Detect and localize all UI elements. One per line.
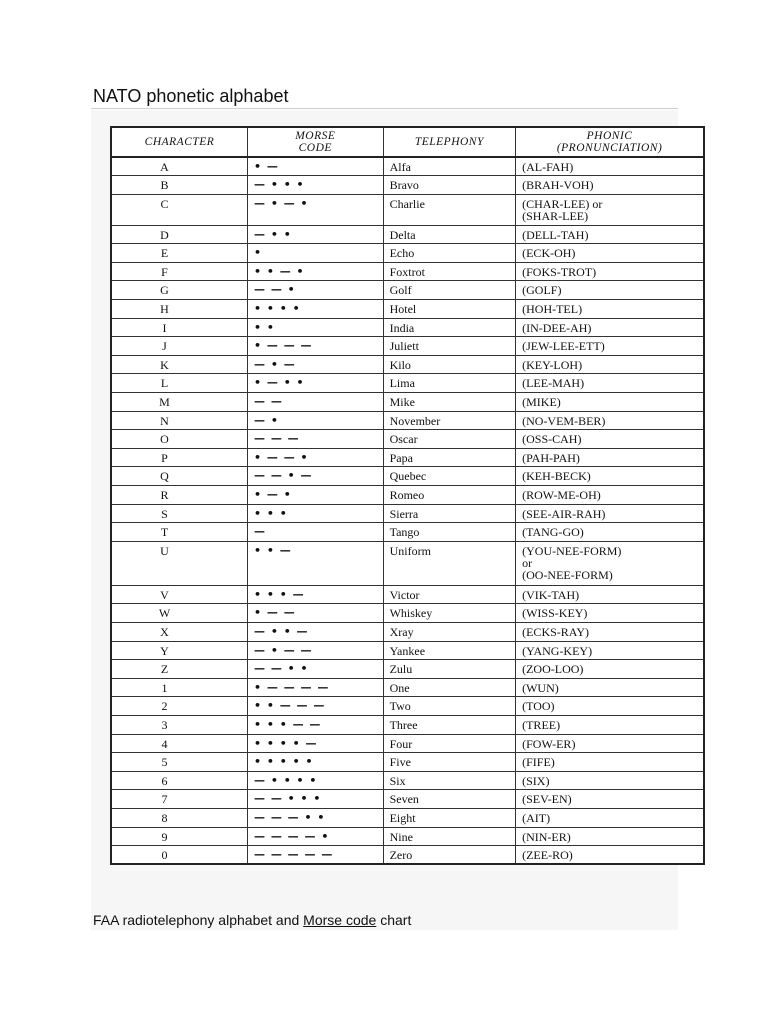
cell-phonic: (ECK-OH)	[516, 244, 704, 263]
table-row	[111, 808, 704, 827]
table-row	[111, 244, 704, 263]
cell-phonic: (BRAH-VOH)	[516, 176, 704, 195]
cell-phonic: (OSS-CAH)	[516, 430, 704, 449]
cell-telephony: Bravo	[383, 176, 516, 195]
cell-morse-code: — — — — •	[248, 827, 384, 846]
cell-telephony: Kilo	[383, 355, 516, 374]
table-row	[111, 157, 704, 176]
cell-morse-code: — — — • •	[248, 808, 384, 827]
table-row	[111, 715, 704, 734]
cell-telephony: Xray	[383, 622, 516, 641]
cell-telephony: Victor	[383, 585, 516, 604]
cell-character: 7	[111, 790, 248, 809]
table-row	[111, 734, 704, 753]
cell-phonic: (SEE-AIR-RAH)	[516, 504, 704, 523]
cell-telephony: Uniform	[383, 541, 516, 585]
cell-telephony: Seven	[383, 790, 516, 809]
cell-character: E	[111, 244, 248, 263]
table-row	[111, 374, 704, 393]
cell-morse-code: — — • •	[248, 660, 384, 679]
cell-morse-code: — — —	[248, 430, 384, 449]
cell-telephony: Five	[383, 753, 516, 772]
cell-telephony: Zulu	[383, 660, 516, 679]
cell-phonic: (TANG-GO)	[516, 523, 704, 542]
phonetic-alphabet-table	[110, 126, 705, 865]
caption-text: FAA radiotelephony alphabet and	[93, 912, 304, 928]
cell-character: K	[111, 355, 248, 374]
cell-morse-code: • •	[248, 318, 384, 337]
cell-character: X	[111, 622, 248, 641]
table-row	[111, 622, 704, 641]
cell-phonic: (IN-DEE-AH)	[516, 318, 704, 337]
cell-phonic: (ZOO-LOO)	[516, 660, 704, 679]
cell-telephony: Four	[383, 734, 516, 753]
table-row	[111, 318, 704, 337]
cell-character: W	[111, 604, 248, 623]
page-title: NATO phonetic alphabet	[93, 86, 289, 106]
cell-character: C	[111, 194, 248, 225]
cell-character: H	[111, 300, 248, 319]
table-row	[111, 225, 704, 244]
cell-morse-code: • —	[248, 157, 384, 176]
cell-character: I	[111, 318, 248, 337]
cell-character: 2	[111, 697, 248, 716]
caption-text-end: chart	[376, 912, 412, 928]
cell-character: Z	[111, 660, 248, 679]
cell-phonic: (TREE)	[516, 715, 704, 734]
cell-morse-code: • • —	[248, 541, 384, 585]
table-row	[111, 300, 704, 319]
cell-morse-code: — — — — —	[248, 846, 384, 865]
table-row	[111, 585, 704, 604]
cell-telephony: Mike	[383, 393, 516, 412]
cell-telephony: Three	[383, 715, 516, 734]
cell-telephony: India	[383, 318, 516, 337]
cell-morse-code: — •	[248, 411, 384, 430]
cell-character: V	[111, 585, 248, 604]
cell-character: 9	[111, 827, 248, 846]
cell-morse-code: • • — — —	[248, 697, 384, 716]
cell-phonic: (CHAR-LEE) or (SHAR-LEE)	[516, 194, 704, 225]
cell-phonic: (WISS-KEY)	[516, 604, 704, 623]
cell-telephony: Yankee	[383, 641, 516, 660]
cell-telephony: Golf	[383, 281, 516, 300]
cell-morse-code: — • —	[248, 355, 384, 374]
table-row	[111, 411, 704, 430]
cell-telephony: Juliett	[383, 337, 516, 356]
cell-character: 5	[111, 753, 248, 772]
cell-character: U	[111, 541, 248, 585]
table-row	[111, 678, 704, 697]
cell-phonic: (FOW-ER)	[516, 734, 704, 753]
table-row	[111, 281, 704, 300]
table-header-row	[111, 127, 704, 157]
cell-telephony: Lima	[383, 374, 516, 393]
cell-character: P	[111, 448, 248, 467]
cell-morse-code: • — —	[248, 604, 384, 623]
cell-character: O	[111, 430, 248, 449]
table-row	[111, 467, 704, 486]
figure-caption	[93, 912, 411, 928]
cell-morse-code: • • • —	[248, 585, 384, 604]
cell-telephony: Foxtrot	[383, 262, 516, 281]
table-row	[111, 355, 704, 374]
cell-phonic: (PAH-PAH)	[516, 448, 704, 467]
header-morse-code: MORSE CODE	[248, 127, 384, 157]
cell-phonic: (NIN-ER)	[516, 827, 704, 846]
cell-character: 8	[111, 808, 248, 827]
cell-character: A	[111, 157, 248, 176]
cell-phonic: (VIK-TAH)	[516, 585, 704, 604]
cell-character: 1	[111, 678, 248, 697]
cell-telephony: Six	[383, 771, 516, 790]
cell-phonic: (ECKS-RAY)	[516, 622, 704, 641]
cell-telephony: Hotel	[383, 300, 516, 319]
cell-morse-code: — — •	[248, 281, 384, 300]
cell-phonic: (NO-VEM-BER)	[516, 411, 704, 430]
cell-morse-code: • — — —	[248, 337, 384, 356]
cell-telephony: Sierra	[383, 504, 516, 523]
cell-telephony: One	[383, 678, 516, 697]
cell-character: J	[111, 337, 248, 356]
title-divider	[91, 108, 678, 109]
cell-character: 6	[111, 771, 248, 790]
table-row	[111, 337, 704, 356]
cell-telephony: Zero	[383, 846, 516, 865]
cell-morse-code: — — • • •	[248, 790, 384, 809]
cell-character: G	[111, 281, 248, 300]
table-row	[111, 448, 704, 467]
cell-morse-code: •	[248, 244, 384, 263]
cell-morse-code: — • • •	[248, 176, 384, 195]
cell-morse-code: — • — —	[248, 641, 384, 660]
cell-morse-code: —	[248, 523, 384, 542]
cell-telephony: November	[383, 411, 516, 430]
cell-morse-code: — • • • •	[248, 771, 384, 790]
table-row	[111, 194, 704, 225]
cell-morse-code: — —	[248, 393, 384, 412]
cell-phonic: (AL-FAH)	[516, 157, 704, 176]
cell-phonic: (JEW-LEE-ETT)	[516, 337, 704, 356]
cell-character: L	[111, 374, 248, 393]
cell-morse-code: • • — •	[248, 262, 384, 281]
cell-telephony: Echo	[383, 244, 516, 263]
cell-telephony: Charlie	[383, 194, 516, 225]
cell-morse-code: — • • —	[248, 622, 384, 641]
cell-character: Q	[111, 467, 248, 486]
table-row	[111, 541, 704, 585]
cell-character: 0	[111, 846, 248, 865]
cell-morse-code: • — — •	[248, 448, 384, 467]
cell-telephony: Nine	[383, 827, 516, 846]
cell-character: B	[111, 176, 248, 195]
table-row	[111, 604, 704, 623]
table-row	[111, 846, 704, 865]
cell-telephony: Quebec	[383, 467, 516, 486]
cell-telephony: Two	[383, 697, 516, 716]
header-phonic: PHONIC (PRONUNCIATION)	[516, 127, 704, 157]
table-row	[111, 641, 704, 660]
cell-character: N	[111, 411, 248, 430]
cell-phonic: (KEY-LOH)	[516, 355, 704, 374]
cell-phonic: (ZEE-RO)	[516, 846, 704, 865]
table-row	[111, 697, 704, 716]
cell-morse-code: • • • •	[248, 300, 384, 319]
cell-phonic: (LEE-MAH)	[516, 374, 704, 393]
table-row	[111, 790, 704, 809]
cell-character: Y	[111, 641, 248, 660]
cell-phonic: (ROW-ME-OH)	[516, 486, 704, 505]
cell-character: 3	[111, 715, 248, 734]
cell-phonic: (TOO)	[516, 697, 704, 716]
table-row	[111, 753, 704, 772]
cell-telephony: Whiskey	[383, 604, 516, 623]
cell-morse-code: • • • • —	[248, 734, 384, 753]
cell-phonic: (FOKS-TROT)	[516, 262, 704, 281]
cell-phonic: (HOH-TEL)	[516, 300, 704, 319]
table-row	[111, 660, 704, 679]
cell-phonic: (DELL-TAH)	[516, 225, 704, 244]
cell-morse-code: • — •	[248, 486, 384, 505]
table-row	[111, 430, 704, 449]
cell-phonic: (YANG-KEY)	[516, 641, 704, 660]
table-row	[111, 262, 704, 281]
cell-phonic: (SEV-EN)	[516, 790, 704, 809]
cell-telephony: Delta	[383, 225, 516, 244]
cell-morse-code: • — — — —	[248, 678, 384, 697]
cell-telephony: Alfa	[383, 157, 516, 176]
cell-character: 4	[111, 734, 248, 753]
cell-morse-code: — • •	[248, 225, 384, 244]
cell-morse-code: • • • — —	[248, 715, 384, 734]
cell-morse-code: • • • • •	[248, 753, 384, 772]
cell-phonic: (KEH-BECK)	[516, 467, 704, 486]
cell-morse-code: — — • —	[248, 467, 384, 486]
cell-character: M	[111, 393, 248, 412]
table-row	[111, 486, 704, 505]
cell-character: D	[111, 225, 248, 244]
cell-phonic: (FIFE)	[516, 753, 704, 772]
cell-character: S	[111, 504, 248, 523]
cell-phonic: (AIT)	[516, 808, 704, 827]
cell-phonic: (MIKE)	[516, 393, 704, 412]
cell-character: F	[111, 262, 248, 281]
cell-phonic: (SIX)	[516, 771, 704, 790]
table-row	[111, 176, 704, 195]
cell-phonic: (YOU-NEE-FORM) or (OO-NEE-FORM)	[516, 541, 704, 585]
table-row	[111, 504, 704, 523]
cell-phonic: (GOLF)	[516, 281, 704, 300]
cell-telephony: Oscar	[383, 430, 516, 449]
table-row	[111, 523, 704, 542]
header-telephony: TELEPHONY	[383, 127, 516, 157]
morse-code-link[interactable]: Morse code	[303, 912, 377, 928]
cell-telephony: Papa	[383, 448, 516, 467]
cell-morse-code: • — • •	[248, 374, 384, 393]
cell-character: T	[111, 523, 248, 542]
table-row	[111, 771, 704, 790]
table-row	[111, 393, 704, 412]
table-row	[111, 827, 704, 846]
header-character: CHARACTER	[111, 127, 248, 157]
cell-character: R	[111, 486, 248, 505]
cell-morse-code: — • — •	[248, 194, 384, 225]
cell-telephony: Tango	[383, 523, 516, 542]
cell-morse-code: • • •	[248, 504, 384, 523]
cell-telephony: Romeo	[383, 486, 516, 505]
cell-telephony: Eight	[383, 808, 516, 827]
cell-phonic: (WUN)	[516, 678, 704, 697]
